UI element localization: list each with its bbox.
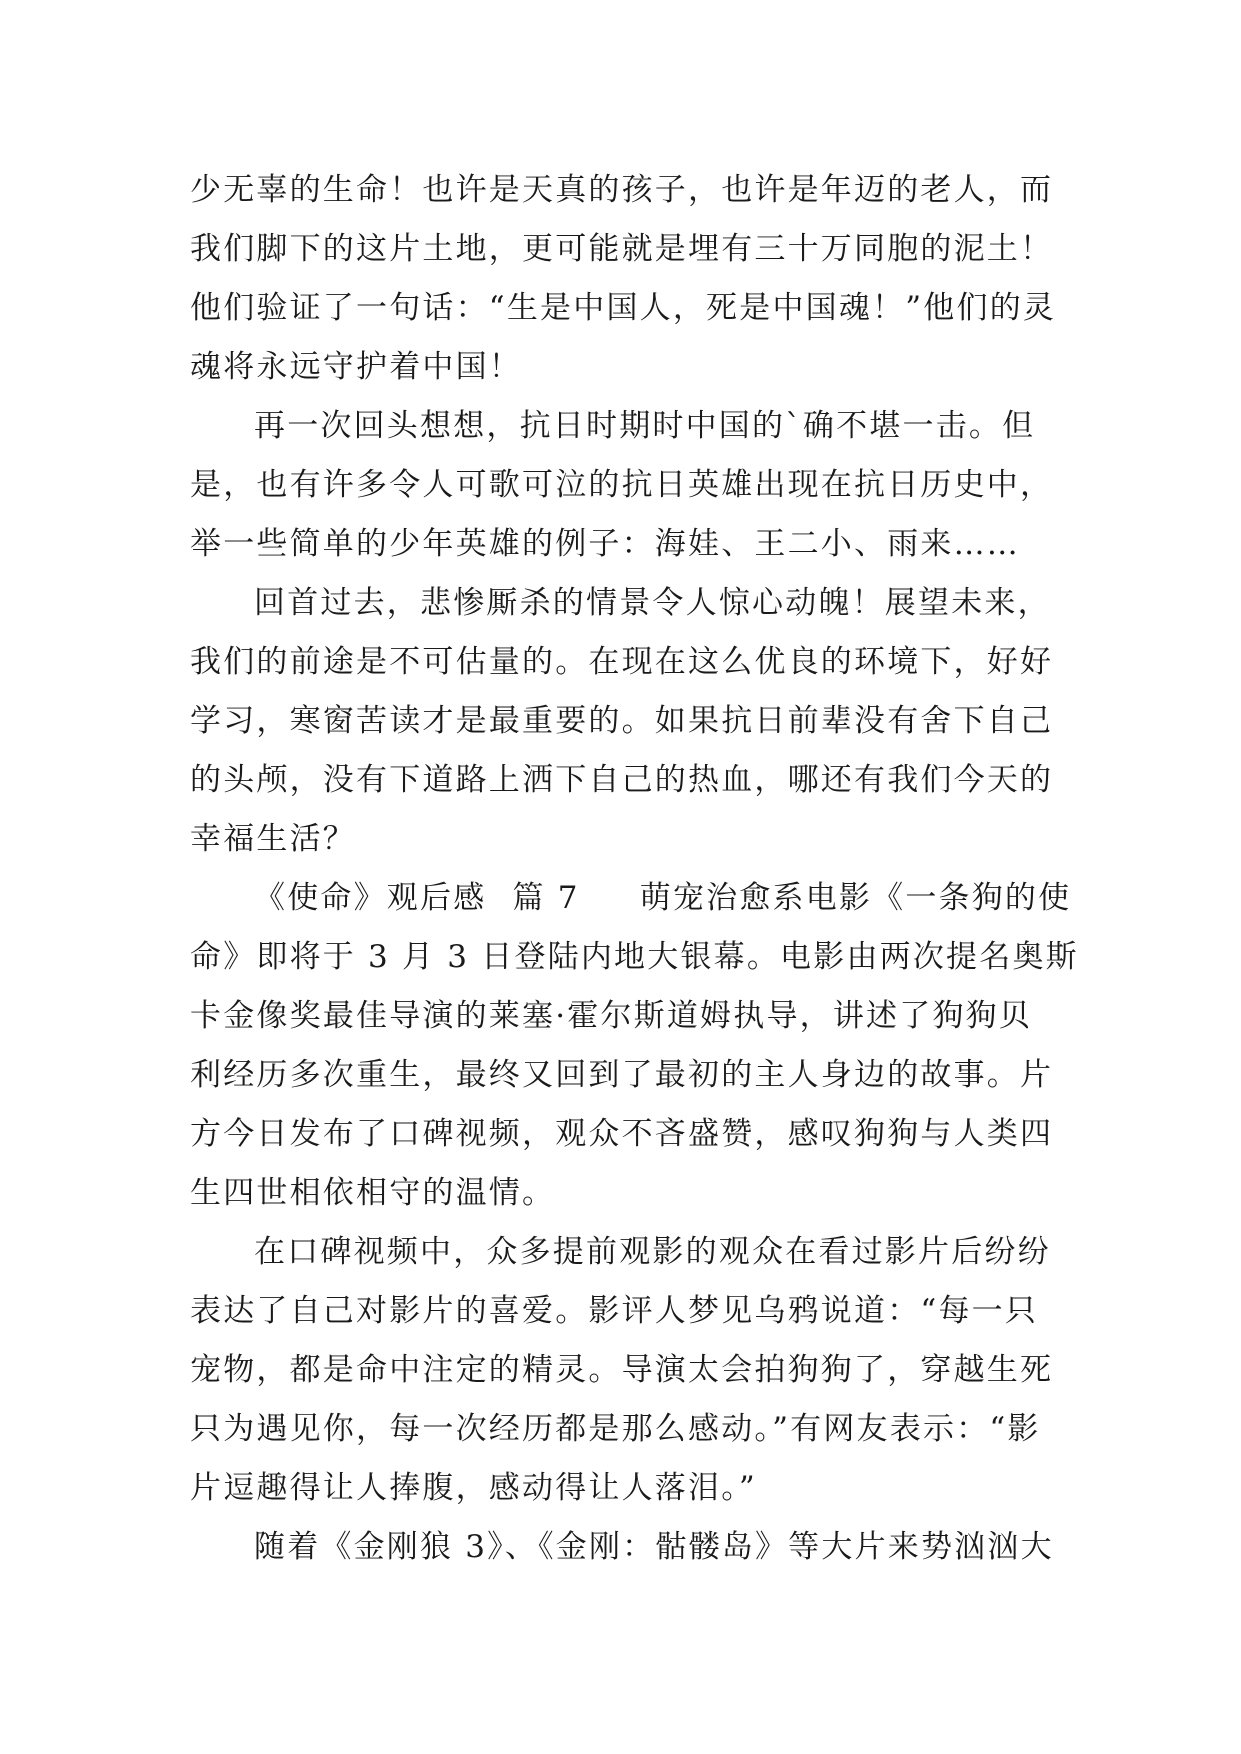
text-line: 随着《金刚狼 3》、《金刚：骷髅岛》等大片来势汹汹大 bbox=[254, 1529, 1054, 1565]
text-line: 命》即将于 3 月 3 日登陆内地大银幕。电影由两次提名奥斯 bbox=[190, 939, 1079, 975]
section-title: 《使命》观后感 bbox=[254, 880, 487, 916]
text-line: 是，也有许多令人可歌可泣的抗日英雄出现在抗日历史中， bbox=[190, 467, 1054, 503]
text-line: 片逗趣得让人捧腹，感动得让人落泪。” bbox=[190, 1470, 757, 1506]
section-lead-text: 萌宠治愈系电影《一条狗的使 bbox=[639, 880, 1072, 916]
body-text bbox=[190, 161, 1079, 1577]
text-line: 方今日发布了口碑视频，观众不吝盛赞，感叹狗狗与人类四 bbox=[190, 1116, 1054, 1152]
text-line: 在口碑视频中，众多提前观影的观众在看过影片后纷纷 bbox=[254, 1234, 1051, 1270]
text-line: 魂将永远守护着中国！ bbox=[190, 349, 522, 385]
text-line: 少无辜的生命！也许是天真的孩子，也许是年迈的老人，而 bbox=[190, 172, 1054, 208]
text-line: 的头颅，没有下道路上洒下自己的热血，哪还有我们今天的 bbox=[190, 762, 1054, 798]
text-line: 生四世相依相守的温情。 bbox=[190, 1175, 556, 1211]
text-line: 幸福生活？ bbox=[190, 821, 356, 857]
text-line: 他们验证了一句话：“生是中国人，死是中国魂！”他们的灵 bbox=[190, 290, 1057, 326]
text-line: 表达了自己对影片的喜爱。影评人梦见乌鸦说道：“每一只 bbox=[190, 1293, 1039, 1329]
text-line: 我们的前途是不可估量的。在现在这么优良的环境下，好好 bbox=[190, 644, 1054, 680]
text-line: 宠物，都是命中注定的精灵。导演太会拍狗狗了，穿越生死 bbox=[190, 1352, 1054, 1388]
text-line: 学习，寒窗苦读才是最重要的。如果抗日前辈没有舍下自己 bbox=[190, 703, 1054, 739]
text-line: 卡金像奖最佳导演的莱塞·霍尔斯道姆执导，讲述了狗狗贝 bbox=[190, 998, 1033, 1034]
text-line: 只为遇见你，每一次经历都是那么感动。”有网友表示：“影 bbox=[190, 1411, 1041, 1447]
text-line: 再一次回头想想，抗日时期时中国的`确不堪一击。但 bbox=[254, 408, 1036, 444]
text-line: 利经历多次重生，最终又回到了最初的主人身边的故事。片 bbox=[190, 1057, 1054, 1093]
section-heading-line bbox=[190, 869, 1072, 928]
text-line: 举一些简单的少年英雄的例子：海娃、王二小、雨来…… bbox=[190, 526, 1020, 562]
section-number: 篇 7 bbox=[512, 880, 580, 916]
text-line: 回首过去，悲惨厮杀的情景令人惊心动魄！展望未来， bbox=[254, 585, 1051, 621]
text-line: 我们脚下的这片土地，更可能就是埋有三十万同胞的泥土！ bbox=[190, 231, 1054, 267]
